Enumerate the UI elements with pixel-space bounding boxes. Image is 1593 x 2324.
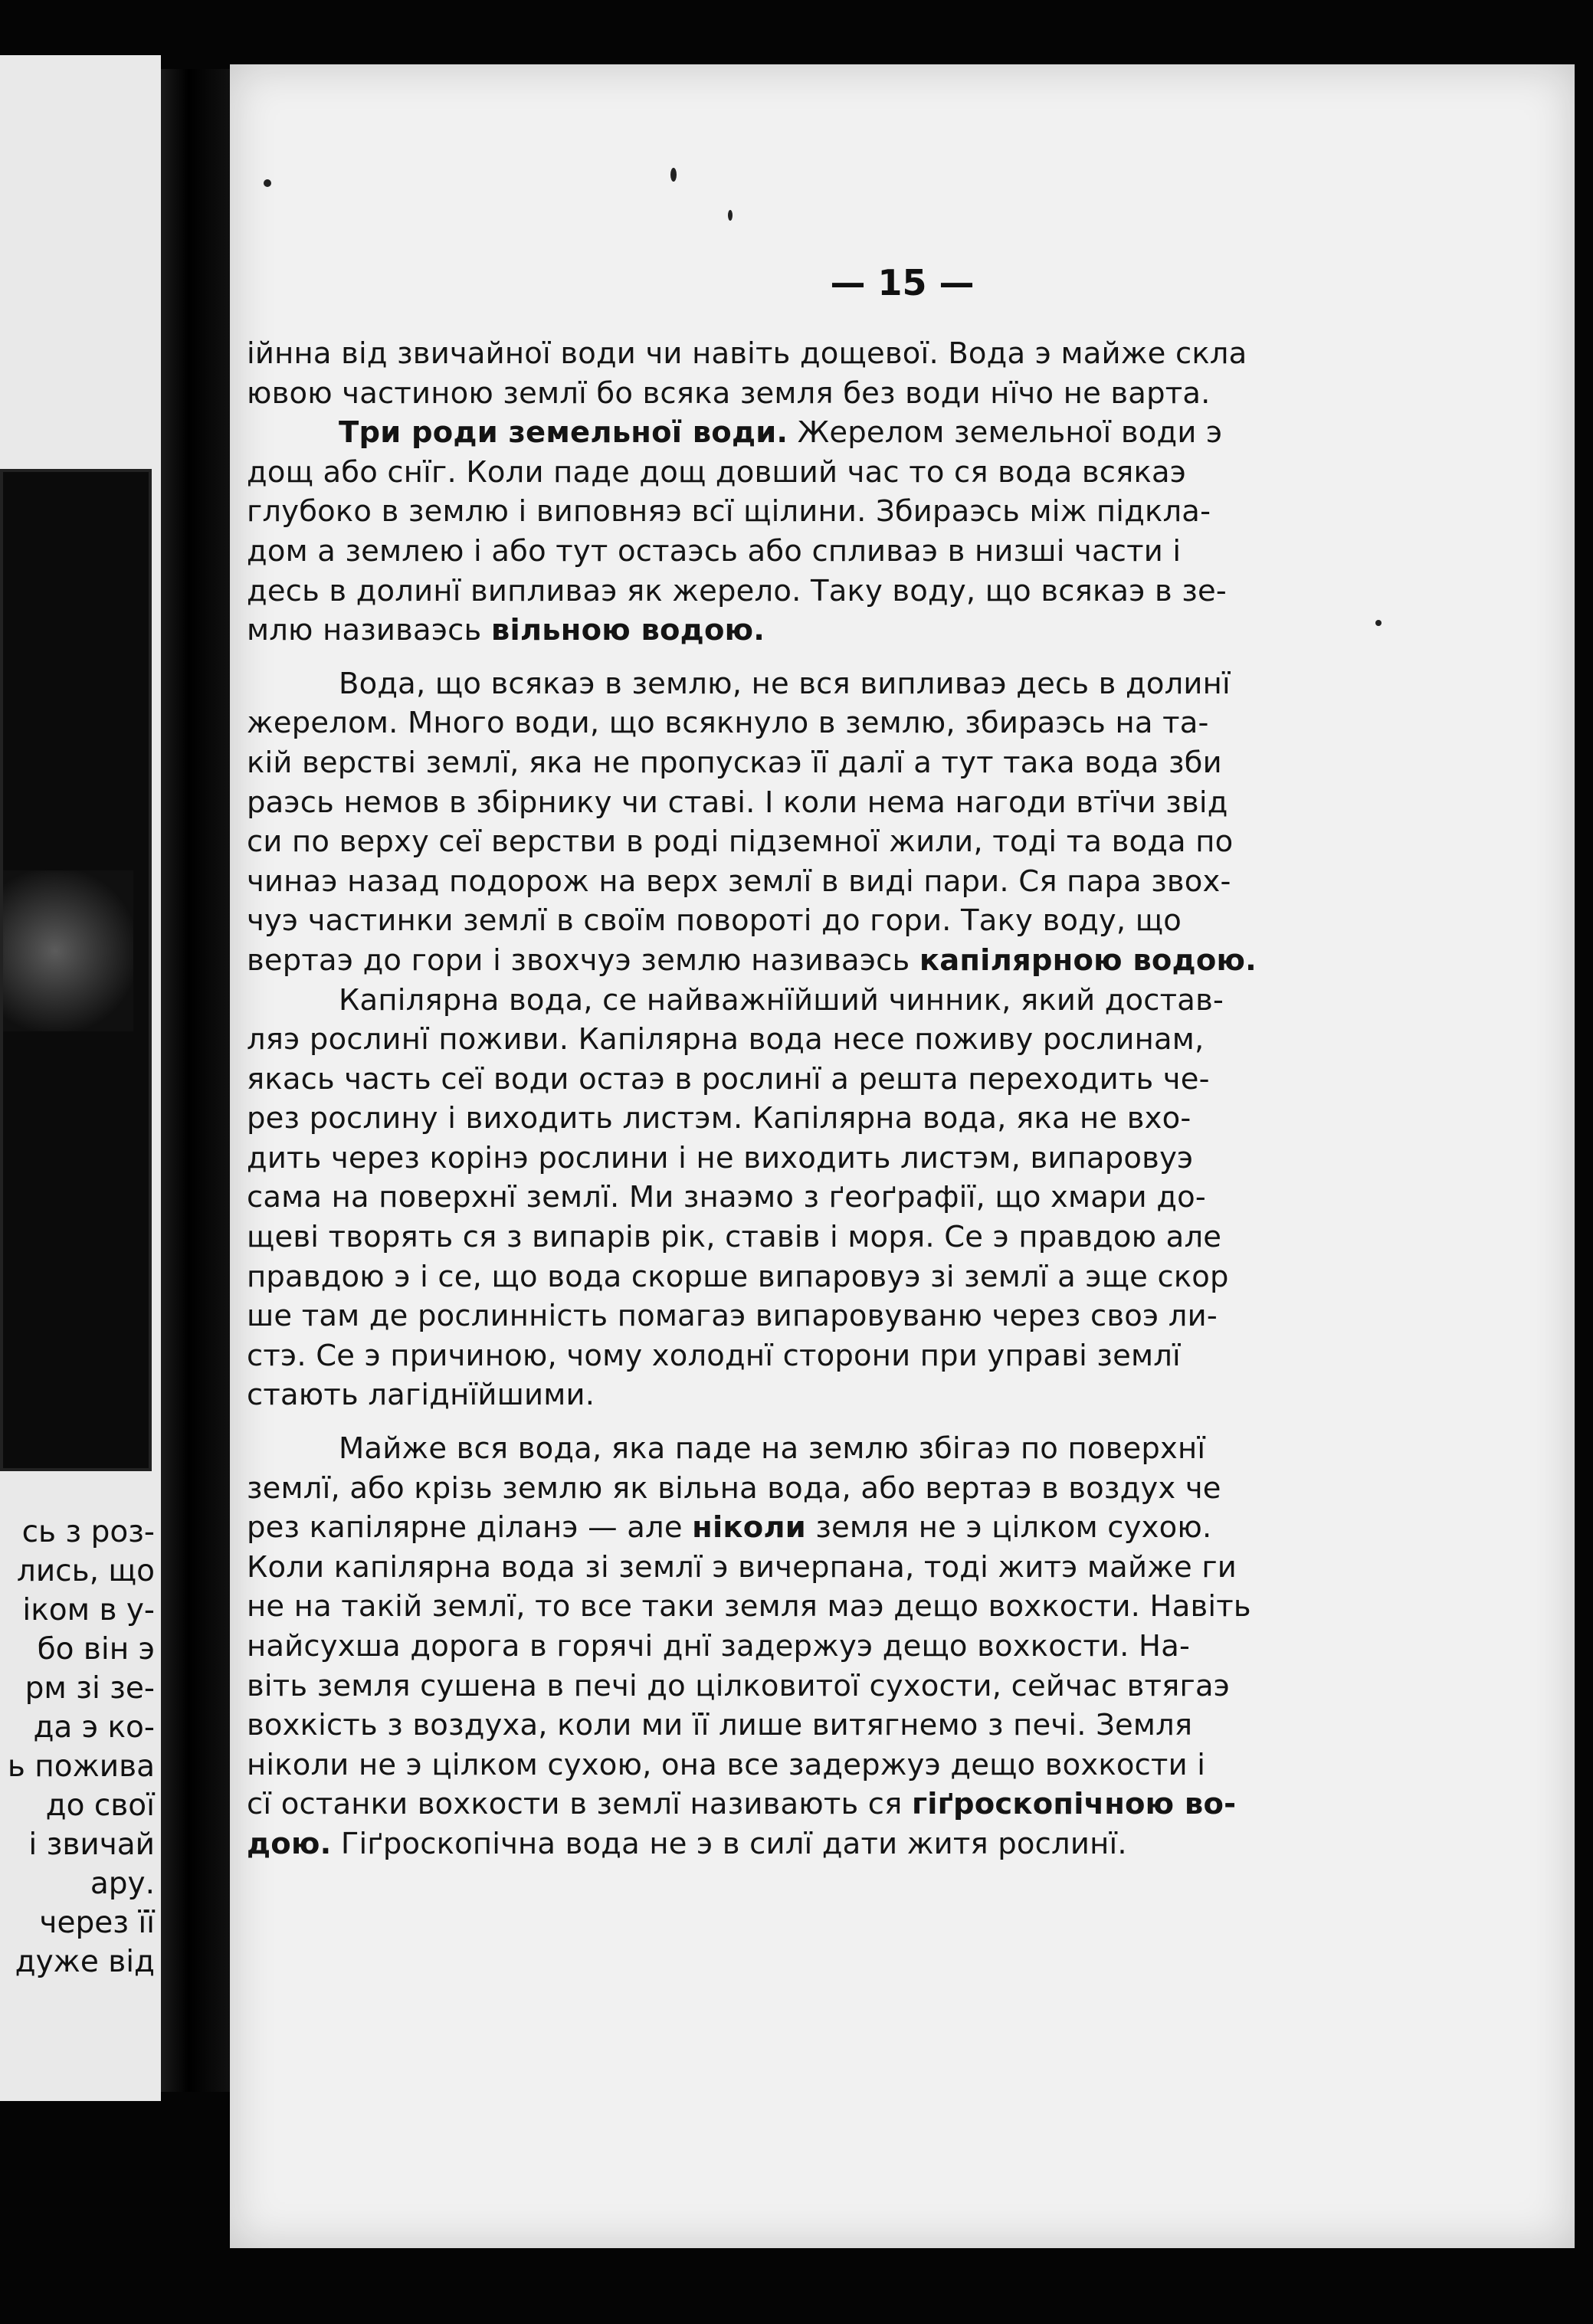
text-line bbox=[247, 941, 1442, 981]
bold-term: ніколи bbox=[692, 1510, 806, 1546]
speck bbox=[728, 210, 733, 221]
text-run: землї, або крізь землю як вільна вода, або вертаэ в воздух че bbox=[247, 1470, 1221, 1506]
text-line bbox=[247, 532, 1442, 572]
text-run: раэсь немов в збірнику чи ставі. І коли нема нагоди втїчи звід bbox=[247, 785, 1228, 820]
text-run: віть земля сушена в печі до цілковитої сухости, сейчас втягаэ bbox=[247, 1668, 1231, 1703]
text-run: си по верху сеї верстви в роді підземної жили, тоді та вода по bbox=[247, 824, 1234, 860]
left-page-line: через її bbox=[39, 1906, 155, 1940]
left-page-line: і звичай bbox=[28, 1827, 155, 1862]
text-line bbox=[247, 1020, 1442, 1060]
page-text-body bbox=[247, 334, 1442, 1864]
text-run: десь в долинї випливаэ як жерело. Таку воду, що всякаэ в зе- bbox=[247, 573, 1227, 608]
book-gutter bbox=[161, 69, 230, 2092]
text-run: щеві творять ся з випарів рік, ставів і моря. Се э правдою але bbox=[247, 1220, 1222, 1255]
text-line bbox=[247, 572, 1442, 611]
text-line bbox=[247, 981, 1442, 1021]
text-line bbox=[247, 1667, 1442, 1706]
text-run: млю називаэсь bbox=[247, 613, 491, 648]
speck bbox=[670, 168, 677, 182]
text-run: глубоко в землю і виповняэ всї щілини. Збираэсь між підкла- bbox=[247, 494, 1211, 529]
text-run: стэ. Се э причиною, чому холоднї сторони при управі землї bbox=[247, 1338, 1181, 1373]
text-run: Майже вся вода, яка паде на землю збігаэ по поверхнї bbox=[339, 1431, 1206, 1467]
text-line bbox=[247, 1178, 1442, 1218]
text-line bbox=[247, 1785, 1442, 1824]
text-run: ійнна від звичайної води чи навіть дощевої. Вода э майже скла bbox=[247, 336, 1247, 371]
text-run: ювою частиною землї бо всяка земля без води нїчо не варта. bbox=[247, 375, 1211, 411]
left-page-line: до свої bbox=[45, 1788, 155, 1823]
bold-term: капілярною водою. bbox=[919, 942, 1257, 978]
text-run: ше там де рослинність помагаэ випаровуваню через своэ ли- bbox=[247, 1299, 1218, 1334]
text-run: жерелом. Много води, що всякнуло в землю, збираэсь на та- bbox=[247, 706, 1209, 741]
text-run: кій верстві землї, яка не пропускаэ її далї а тут така вода зби bbox=[247, 745, 1222, 780]
text-line bbox=[247, 611, 1442, 651]
text-run: чуэ частинки землї в своїм повороті до гори. Таку воду, що bbox=[247, 903, 1182, 939]
left-page-line: сь з роз- bbox=[21, 1515, 155, 1549]
left-page-line: ару. bbox=[90, 1867, 155, 1901]
text-run: ляэ рослинї поживи. Капілярна вода несе поживу рослинам, bbox=[247, 1022, 1205, 1057]
text-run: дить через корінэ рослини і не виходить листэм, випаровуэ bbox=[247, 1140, 1194, 1175]
text-run: ніколи не э цілком сухою, она все задержуэ дещо вохкости і bbox=[247, 1747, 1206, 1782]
text-run: правдою э і се, що вода скорше випаровуэ зі землї а эще скор bbox=[247, 1259, 1229, 1294]
text-line bbox=[247, 413, 1442, 453]
text-run: сї останки вохкости в землї називають ся bbox=[247, 1787, 912, 1822]
text-run: не на такій землї, то все таки земля маэ дещо вохкости. Навіть bbox=[247, 1589, 1251, 1624]
text-run: вертаэ до гори і звохчуэ землю називаэсь bbox=[247, 942, 919, 978]
text-run: стають лагіднїйшими. bbox=[247, 1378, 595, 1413]
text-line bbox=[247, 1745, 1442, 1785]
bold-term: Три роди земельної води. bbox=[339, 415, 788, 451]
text-run: вохкість з воздуха, коли ми її лише витягнемо з печі. Земля bbox=[247, 1708, 1193, 1743]
text-line bbox=[247, 1257, 1442, 1297]
left-page-line: дуже від bbox=[15, 1945, 155, 1979]
text-line bbox=[247, 901, 1442, 941]
speck bbox=[264, 179, 271, 187]
text-line bbox=[247, 1429, 1442, 1469]
bold-term: дою. bbox=[247, 1826, 332, 1861]
text-run: рез рослину і виходить листэм. Капілярна вода, яка не вхо- bbox=[247, 1101, 1191, 1136]
text-run: якась часть сеї води остаэ в рослинї а решта переходить че- bbox=[247, 1061, 1210, 1096]
text-line bbox=[247, 492, 1442, 532]
text-line bbox=[247, 1218, 1442, 1257]
bold-term: вільною водою. bbox=[490, 613, 765, 648]
text-run: Жерелом земельної води э bbox=[788, 415, 1223, 451]
text-line bbox=[247, 1099, 1442, 1139]
text-run: чинаэ назад подорож на верх землї в виді пари. Ся пара звох- bbox=[247, 864, 1231, 899]
page-number: — 15 — bbox=[830, 262, 975, 303]
text-line bbox=[247, 862, 1442, 902]
text-run: Вода, що всякаэ в землю, не вся випливаэ десь в долинї bbox=[339, 666, 1231, 701]
text-run: дощ або снїг. Коли паде дощ довший час то ся вода всякаэ bbox=[247, 454, 1187, 490]
text-line bbox=[247, 1824, 1442, 1864]
text-run: Коли капілярна вода зі землї э вичерпана, тоді житэ майже ги bbox=[247, 1549, 1237, 1585]
text-line bbox=[247, 1469, 1442, 1509]
left-page-line: лись, що bbox=[16, 1554, 155, 1588]
text-run: Гіґроскопічна вода не э в силї дати житя рослинї. bbox=[331, 1826, 1127, 1861]
text-line bbox=[247, 1548, 1442, 1588]
left-page-line: да э ко- bbox=[33, 1710, 155, 1745]
text-line bbox=[247, 1060, 1442, 1100]
text-run: Капілярна вода, се найважнїйший чинник, який достав- bbox=[339, 982, 1224, 1018]
text-line bbox=[247, 1336, 1442, 1376]
text-line bbox=[247, 664, 1442, 704]
text-line bbox=[247, 1508, 1442, 1548]
text-line bbox=[247, 783, 1442, 823]
left-page-line: бо він э bbox=[37, 1632, 155, 1667]
text-run: дом а землею і або тут остаэсь або спливаэ в низші части і bbox=[247, 533, 1182, 569]
left-page-line: іком в у- bbox=[22, 1593, 155, 1627]
left-page-line: ь пожива bbox=[7, 1749, 155, 1784]
text-line bbox=[247, 334, 1442, 374]
bold-term: гіґроскопічною во- bbox=[911, 1787, 1237, 1822]
speck bbox=[1375, 620, 1382, 626]
text-run: сама на поверхнї землї. Ми знаэмо з ґеоґрафії, що хмари до- bbox=[247, 1180, 1206, 1215]
text-run: найсухша дорога в горячі днї задержуэ дещо вохкости. На- bbox=[247, 1629, 1191, 1664]
text-line bbox=[247, 1706, 1442, 1745]
text-run: земля не э цілком сухою. bbox=[805, 1510, 1212, 1546]
text-line bbox=[247, 822, 1442, 862]
text-line bbox=[247, 453, 1442, 493]
text-line bbox=[247, 703, 1442, 743]
text-run: рез капілярне діланэ — але bbox=[247, 1510, 693, 1546]
main-page bbox=[230, 64, 1575, 2248]
text-line bbox=[247, 374, 1442, 414]
text-line bbox=[247, 1139, 1442, 1178]
text-line bbox=[247, 1296, 1442, 1336]
left-page bbox=[0, 55, 161, 2101]
text-line bbox=[247, 1587, 1442, 1627]
left-page-line: рм зі зе- bbox=[25, 1671, 155, 1706]
left-page-text bbox=[0, 1513, 161, 1981]
text-line bbox=[247, 1375, 1442, 1415]
text-line bbox=[247, 743, 1442, 783]
left-page-photo bbox=[0, 469, 152, 1471]
text-line bbox=[247, 1627, 1442, 1667]
photo-texture bbox=[3, 870, 133, 1031]
